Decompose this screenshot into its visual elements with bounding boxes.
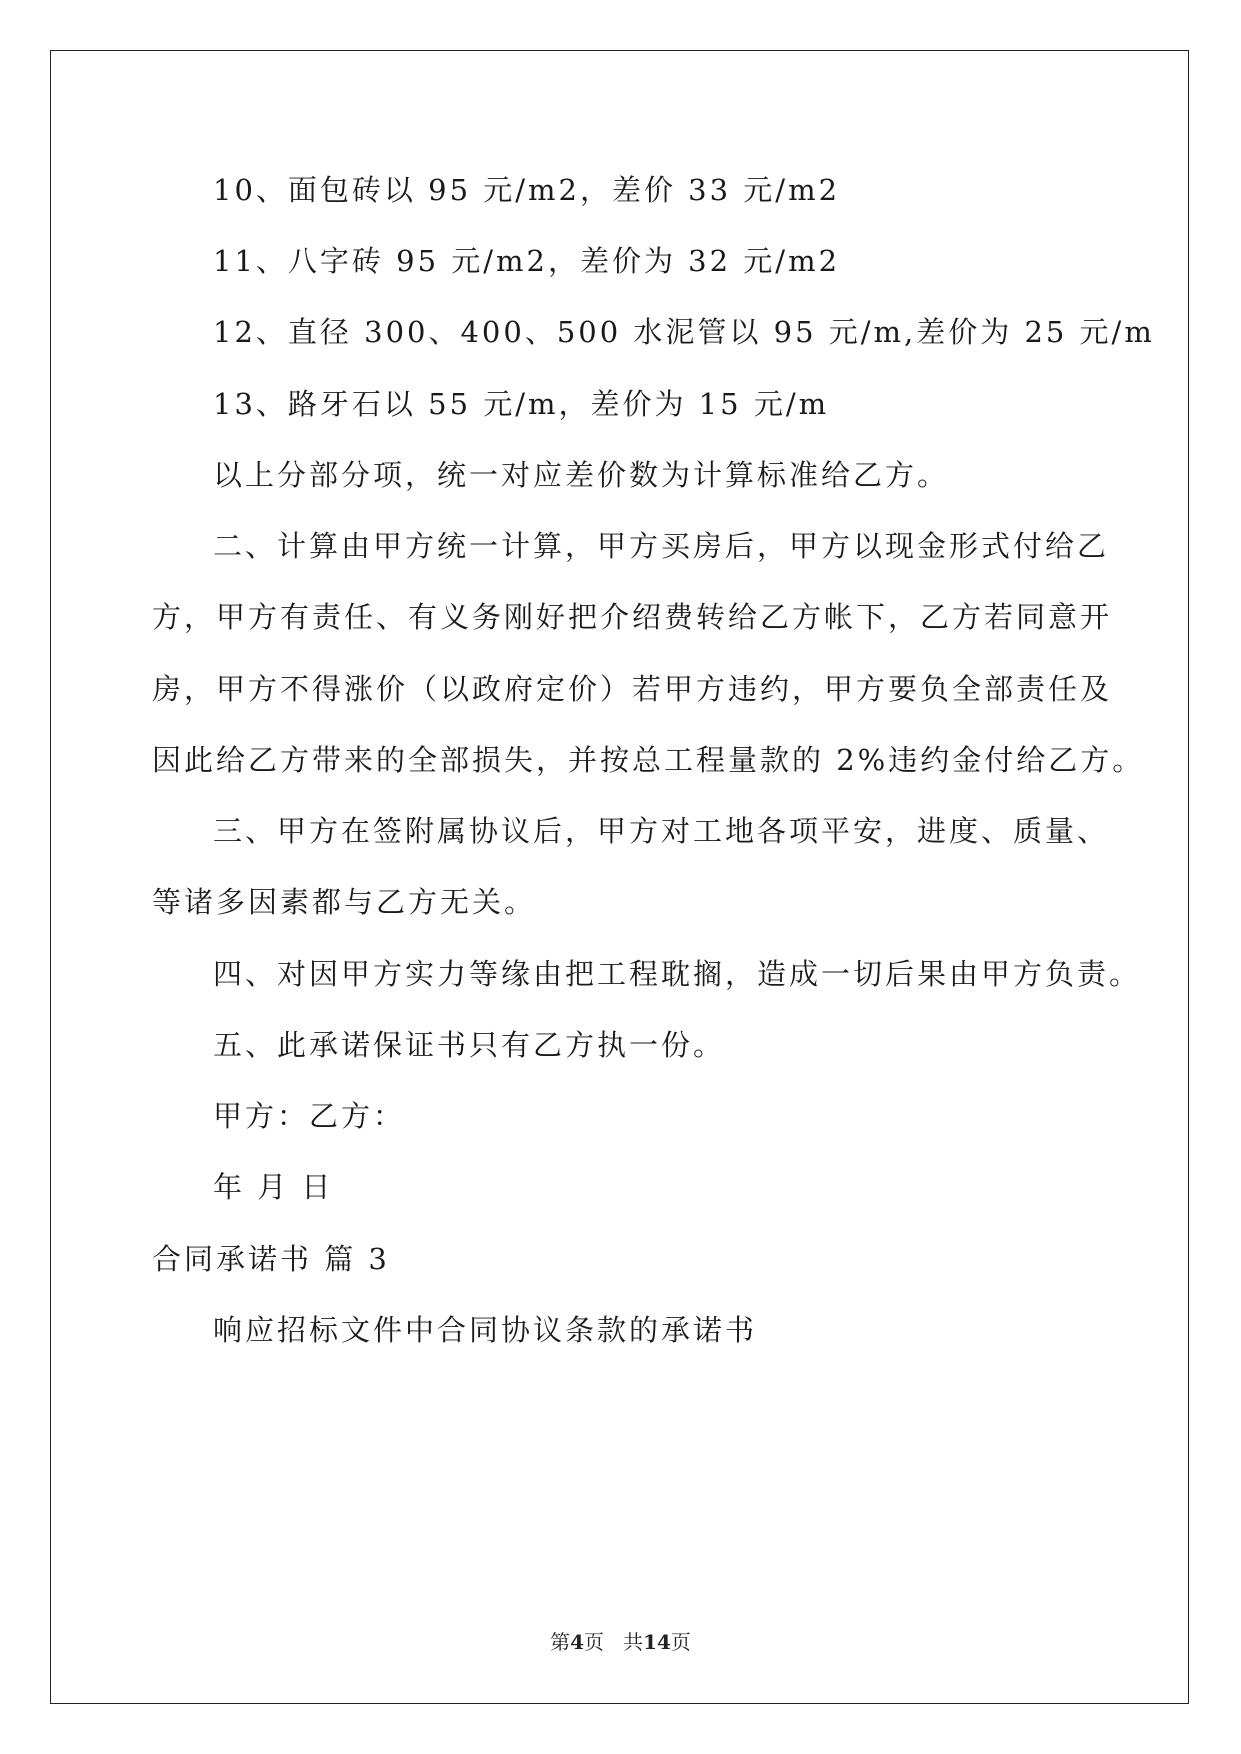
clause-3-line-1: 三、甲方在签附属协议后，甲方对工地各项平安，进度、质量、 [213,814,1110,848]
clause-2-line-4: 因此给乙方带来的全部损失，并按总工程量款的 2%违约金付给乙方。 [152,743,1145,777]
item-13-line: 13、路牙石以 55 元/m，差价为 15 元/m [213,387,830,421]
footer-total-prefix: 共 [623,1630,644,1654]
clause-3-line-2: 等诸多因素都与乙方无关。 [152,885,537,919]
footer-total-suffix: 页 [670,1630,691,1654]
section-heading: 合同承诺书 篇 3 [152,1242,390,1276]
clause-4-line: 四、对因甲方实力等缘由把工程耽搁，造成一切后果由甲方负责。 [213,957,1142,991]
signature-date: 年 月 日 [213,1170,334,1204]
clause-2-line-1: 二、计算由甲方统一计算，甲方买房后，甲方以现金形式付给乙 [213,529,1110,563]
clause-5-line: 五、此承诺保证书只有乙方执一份。 [213,1028,726,1062]
footer-prefix: 第 [550,1630,571,1654]
item-12-line: 12、直径 300、400、500 水泥管以 95 元/m,差价为 25 元/m [213,315,1155,349]
signature-parties: 甲方：乙方： [213,1099,406,1133]
page-border [50,50,1189,1704]
footer-total-pages: 14 [643,1630,671,1654]
clause-2-line-2: 方，甲方有责任、有义务刚好把介绍费转给乙方帐下，乙方若同意开 [152,600,1113,634]
page-footer [0,1626,1241,1655]
footer-page-suffix: 页 [584,1630,604,1654]
item-10-line: 10、面包砖以 95 元/m2，差价 33 元/m2 [213,173,841,207]
item-11-line: 11、八字砖 95 元/m2，差价为 32 元/m2 [213,244,841,278]
footer-page-number: 4 [570,1630,584,1654]
section-subtitle: 响应招标文件中合同协议条款的承诺书 [213,1313,758,1347]
summary-paragraph: 以上分部分项，统一对应差价数为计算标准给乙方。 [213,458,950,492]
clause-2-line-3: 房，甲方不得涨价（以政府定价）若甲方违约，甲方要负全部责任及 [152,672,1113,706]
